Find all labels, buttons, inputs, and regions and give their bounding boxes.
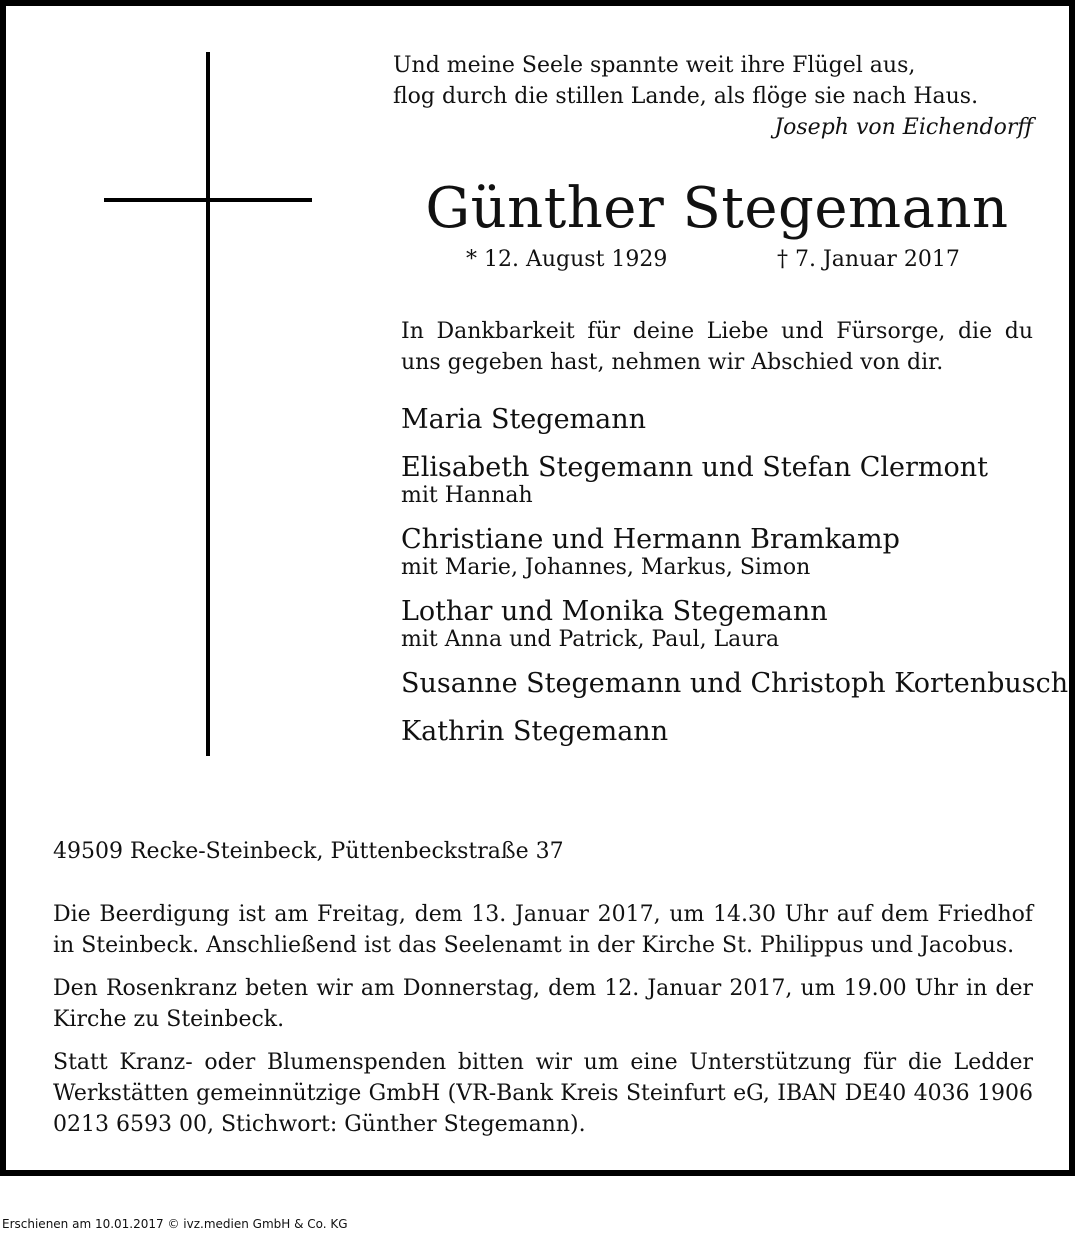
mourner-entry — [401, 402, 1041, 438]
mourner-entry — [401, 450, 1041, 510]
poem-quote — [393, 50, 1033, 143]
poem-line: Und meine Seele spannte weit ihre Flügel aus, — [393, 53, 916, 78]
mourner-name: Elisabeth Stegemann und Stefan Clermont — [401, 452, 988, 483]
mourner-entry — [401, 714, 1041, 750]
poem-line: flog durch die stillen Lande, als flöge sie nach Haus. — [393, 84, 979, 109]
mourner-name: Lothar und Monika Stegemann — [401, 596, 828, 627]
death-date: † 7. Januar 2017 — [777, 247, 960, 272]
family-address: 49509 Recke-Steinbeck, Püttenbeckstraße 37 — [53, 839, 564, 864]
mourners-list — [401, 402, 1069, 762]
mourner-name: Christiane und Hermann Bramkamp — [401, 524, 900, 555]
mourner-children: mit Anna und Patrick, Paul, Laura — [401, 627, 780, 652]
rosary-paragraph: Den Rosenkranz beten wir am Donnerstag, dem 12. Januar 2017, um 19.00 Uhr in der Kirche zu Steinbeck. — [53, 976, 1033, 1032]
mourner-name: Maria Stegemann — [401, 404, 647, 435]
publication-footer: Erschienen am 10.01.2017 © ivz.medien GmbH & Co. KG — [2, 1217, 348, 1231]
mourner-name: Kathrin Stegemann — [401, 716, 669, 747]
donation-paragraph: Statt Kranz- oder Blumenspenden bitten wir um eine Unterstützung für die Ledder Werkstätten gemeinnützige GmbH (VR-Bank Kreis Steinfurt eG, IBAN DE40 4036 1906 0213 6593 00, Stichwort: Günther Stegemann). — [53, 1050, 1033, 1137]
mourner-entry — [401, 666, 1069, 702]
funeral-information — [53, 899, 1033, 1152]
deceased-name: Günther Stegemann — [425, 176, 1009, 241]
mourner-children: mit Marie, Johannes, Markus, Simon — [401, 555, 811, 580]
funeral-paragraph: Die Beerdigung ist am Freitag, dem 13. Januar 2017, um 14.30 Uhr auf dem Friedhof in Steinbeck. Anschließend ist das Seelenamt in der Kirche St. Philippus und Jacobus. — [53, 902, 1033, 958]
cross-horizontal-beam — [104, 198, 312, 202]
mourner-children: mit Hannah — [401, 483, 533, 508]
mourner-entry — [401, 594, 1041, 654]
gratitude-text: In Dankbarkeit für deine Liebe und Fürsorge, die du uns gegeben hast, nehmen wir Abschied von dir. — [401, 319, 1033, 375]
mourner-entry — [401, 522, 1041, 582]
mourner-name: Susanne Stegemann und Christoph Kortenbusch — [401, 668, 1069, 699]
cross-vertical-beam — [206, 52, 210, 756]
poem-author: Joseph von Eichendorff — [774, 115, 1033, 140]
birth-date: * 12. August 1929 — [466, 247, 668, 272]
